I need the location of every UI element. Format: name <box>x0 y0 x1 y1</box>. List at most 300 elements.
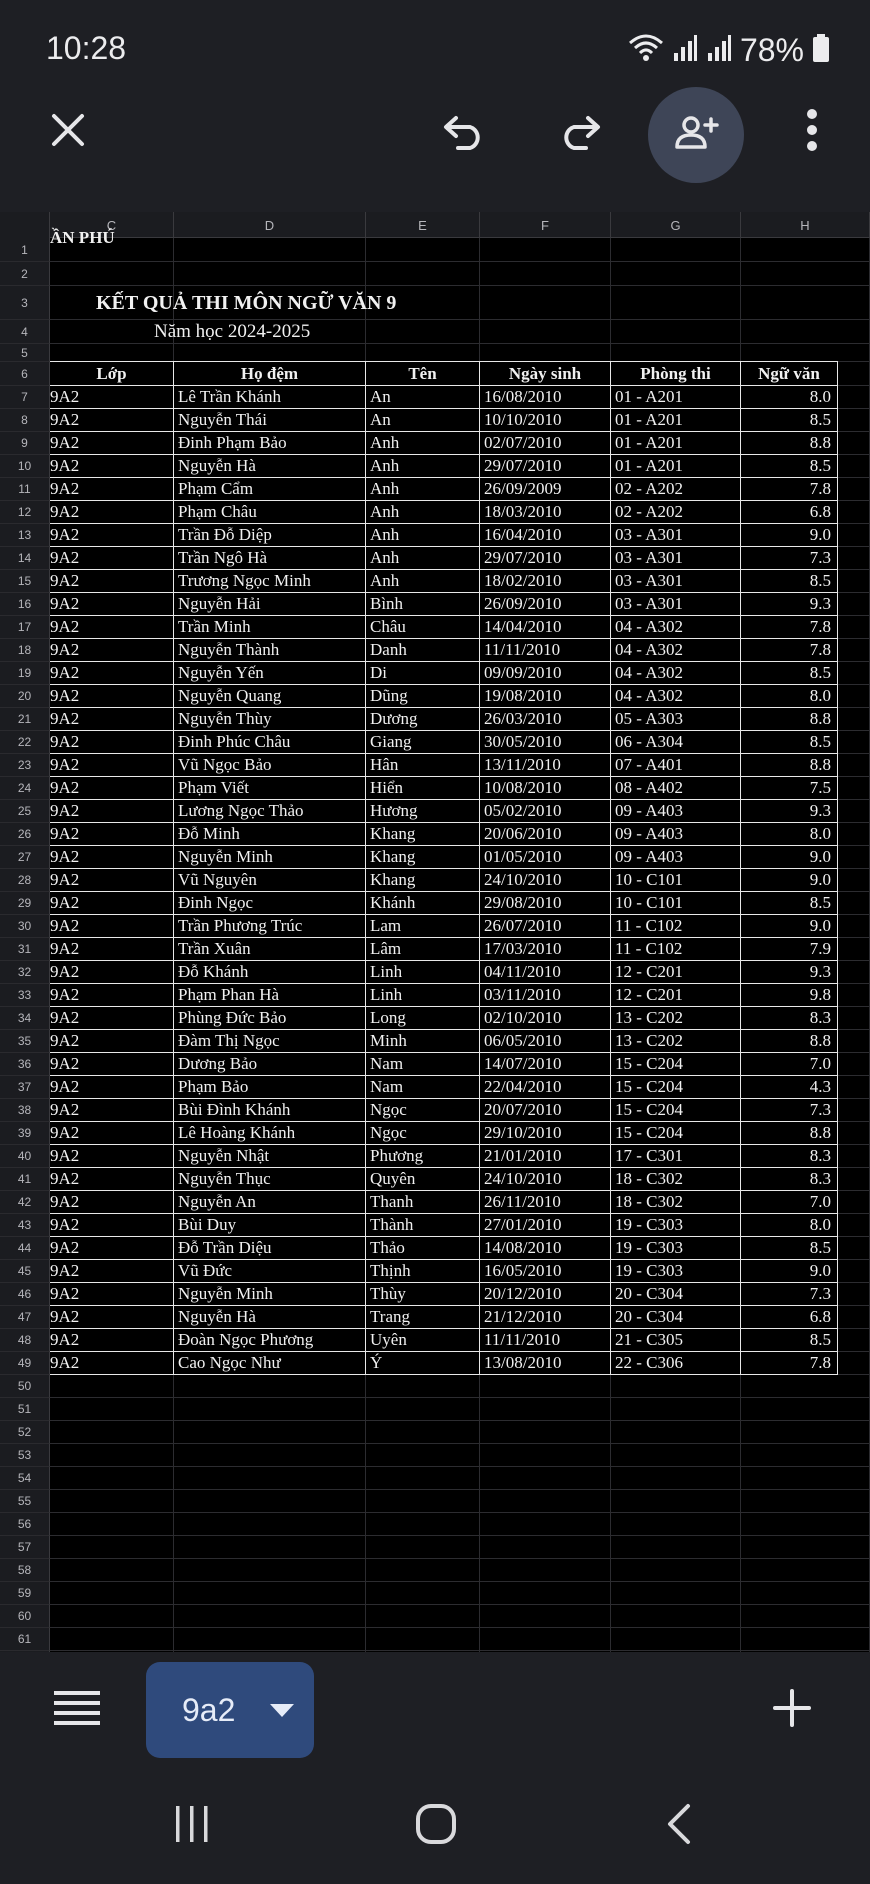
row-number[interactable]: 13 <box>0 524 50 547</box>
table-cell[interactable]: 7.3 <box>741 547 838 570</box>
table-cell[interactable]: 16/04/2010 <box>480 524 611 547</box>
column-header-c[interactable]: C <box>50 212 174 238</box>
row-number[interactable]: 2 <box>0 262 50 286</box>
table-cell[interactable]: 8.5 <box>741 409 838 432</box>
row-number[interactable]: 54 <box>0 1467 50 1490</box>
table-cell[interactable]: 18/03/2010 <box>480 501 611 524</box>
table-cell[interactable]: Trần Đỗ Diệp <box>174 524 366 547</box>
row-number[interactable]: 61 <box>0 1628 50 1651</box>
table-cell[interactable]: 8.8 <box>741 1122 838 1145</box>
table-cell[interactable]: 03 - A301 <box>611 593 741 616</box>
table-cell[interactable]: Ý <box>366 1352 480 1375</box>
table-cell[interactable]: Khánh <box>366 892 480 915</box>
table-cell[interactable]: 8.8 <box>741 432 838 455</box>
column-header-f[interactable]: F <box>480 212 611 238</box>
row-number[interactable]: 34 <box>0 1007 50 1030</box>
row-number[interactable]: 4 <box>0 320 50 344</box>
table-cell[interactable]: Nguyễn Thùy <box>174 708 366 731</box>
table-cell[interactable]: 7.0 <box>741 1053 838 1076</box>
table-cell[interactable]: 22 - C306 <box>611 1352 741 1375</box>
table-cell[interactable]: 9A2 <box>50 386 174 409</box>
table-cell[interactable]: Phùng Đức Bảo <box>174 1007 366 1030</box>
table-cell[interactable]: Lam <box>366 915 480 938</box>
table-cell[interactable]: Vũ Ngọc Bảo <box>174 754 366 777</box>
row-number[interactable]: 17 <box>0 616 50 639</box>
row-number[interactable]: 21 <box>0 708 50 731</box>
table-cell[interactable]: 10/08/2010 <box>480 777 611 800</box>
table-cell[interactable]: 9A2 <box>50 1283 174 1306</box>
table-cell[interactable]: Phương <box>366 1145 480 1168</box>
table-cell[interactable]: Nguyễn Thái <box>174 409 366 432</box>
row-number[interactable]: 22 <box>0 731 50 754</box>
table-cell[interactable]: 06 - A304 <box>611 731 741 754</box>
table-cell[interactable]: 7.8 <box>741 639 838 662</box>
table-cell[interactable]: 9.3 <box>741 800 838 823</box>
table-cell[interactable]: 03 - A301 <box>611 524 741 547</box>
row-number[interactable]: 26 <box>0 823 50 846</box>
table-cell[interactable]: Đinh Phạm Bảo <box>174 432 366 455</box>
row-number[interactable]: 15 <box>0 570 50 593</box>
table-cell[interactable]: 9A2 <box>50 1329 174 1352</box>
table-cell[interactable]: Đoàn Ngọc Phương <box>174 1329 366 1352</box>
row-number[interactable]: 27 <box>0 846 50 869</box>
table-cell[interactable]: 9A2 <box>50 616 174 639</box>
row-number[interactable]: 50 <box>0 1375 50 1398</box>
table-cell[interactable]: Cao Ngọc Như <box>174 1352 366 1375</box>
table-cell[interactable]: Ngọc <box>366 1099 480 1122</box>
table-cell[interactable]: An <box>366 409 480 432</box>
table-cell[interactable]: Anh <box>366 547 480 570</box>
table-cell[interactable]: 9.3 <box>741 961 838 984</box>
table-cell[interactable]: 05/02/2010 <box>480 800 611 823</box>
table-cell[interactable]: An <box>366 386 480 409</box>
table-cell[interactable]: 8.8 <box>741 1030 838 1053</box>
table-cell[interactable]: Vũ Nguyên <box>174 869 366 892</box>
table-cell[interactable]: 26/03/2010 <box>480 708 611 731</box>
table-cell[interactable]: 8.5 <box>741 570 838 593</box>
table-cell[interactable]: 9A2 <box>50 1237 174 1260</box>
table-cell[interactable]: 01 - A201 <box>611 455 741 478</box>
table-cell[interactable]: Nguyễn Minh <box>174 846 366 869</box>
table-cell[interactable]: 9A2 <box>50 823 174 846</box>
table-cell[interactable]: Linh <box>366 961 480 984</box>
report-subtitle[interactable]: Năm học 2024-2025 <box>154 321 311 342</box>
undo-button[interactable] <box>424 92 504 172</box>
table-cell[interactable]: 9A2 <box>50 708 174 731</box>
table-cell[interactable]: 10 - C101 <box>611 892 741 915</box>
table-cell[interactable]: 20/06/2010 <box>480 823 611 846</box>
row-number[interactable]: 8 <box>0 409 50 432</box>
table-cell[interactable]: Anh <box>366 570 480 593</box>
row-number[interactable]: 18 <box>0 639 50 662</box>
table-cell[interactable]: 8.3 <box>741 1007 838 1030</box>
table-cell[interactable]: 19 - C303 <box>611 1237 741 1260</box>
table-cell[interactable]: 8.8 <box>741 708 838 731</box>
table-cell[interactable]: 26/09/2010 <box>480 593 611 616</box>
table-cell[interactable]: Đinh Ngọc <box>174 892 366 915</box>
table-cell[interactable]: 9A2 <box>50 662 174 685</box>
more-options-button[interactable] <box>772 92 852 172</box>
table-cell[interactable]: 8.0 <box>741 386 838 409</box>
table-cell[interactable]: 04/11/2010 <box>480 961 611 984</box>
table-cell[interactable]: 17/03/2010 <box>480 938 611 961</box>
table-cell[interactable]: 9A2 <box>50 593 174 616</box>
table-cell[interactable]: 9.0 <box>741 846 838 869</box>
table-cell[interactable]: 4.3 <box>741 1076 838 1099</box>
table-cell[interactable]: Nguyễn Hà <box>174 1306 366 1329</box>
table-cell[interactable]: 9A2 <box>50 1053 174 1076</box>
table-cell[interactable]: 9A2 <box>50 1191 174 1214</box>
table-cell[interactable]: 13/08/2010 <box>480 1352 611 1375</box>
table-cell[interactable]: 9A2 <box>50 639 174 662</box>
table-cell[interactable]: Anh <box>366 478 480 501</box>
table-cell[interactable]: 15 - C204 <box>611 1099 741 1122</box>
row-number[interactable]: 28 <box>0 869 50 892</box>
home-button[interactable] <box>414 1802 458 1851</box>
row-number[interactable]: 60 <box>0 1605 50 1628</box>
table-cell[interactable]: 7.0 <box>741 1191 838 1214</box>
table-cell[interactable]: 8.0 <box>741 1214 838 1237</box>
row-number[interactable]: 16 <box>0 593 50 616</box>
table-cell[interactable]: Nguyễn Nhật <box>174 1145 366 1168</box>
row-number[interactable]: 25 <box>0 800 50 823</box>
table-cell[interactable]: 01 - A201 <box>611 386 741 409</box>
row-number[interactable]: 31 <box>0 938 50 961</box>
table-cell[interactable]: 9A2 <box>50 501 174 524</box>
table-cell[interactable]: 9A2 <box>50 1076 174 1099</box>
table-cell[interactable]: 03 - A301 <box>611 570 741 593</box>
row-number[interactable]: 59 <box>0 1582 50 1605</box>
table-cell[interactable]: 26/11/2010 <box>480 1191 611 1214</box>
table-cell[interactable]: 9A2 <box>50 1214 174 1237</box>
sheets-list-button[interactable] <box>46 1682 108 1738</box>
table-cell[interactable]: Châu <box>366 616 480 639</box>
row-number[interactable]: 24 <box>0 777 50 800</box>
row-number[interactable]: 29 <box>0 892 50 915</box>
table-cell[interactable]: Lương Ngọc Thảo <box>174 800 366 823</box>
table-cell[interactable]: 13 - C202 <box>611 1030 741 1053</box>
table-cell[interactable]: 14/08/2010 <box>480 1237 611 1260</box>
table-cell[interactable]: 20 - C304 <box>611 1306 741 1329</box>
table-cell[interactable]: Thảo <box>366 1237 480 1260</box>
table-cell[interactable]: 9.0 <box>741 869 838 892</box>
table-cell[interactable]: 27/01/2010 <box>480 1214 611 1237</box>
table-cell[interactable]: Quyên <box>366 1168 480 1191</box>
table-cell[interactable]: 04 - A302 <box>611 616 741 639</box>
row-number[interactable]: 44 <box>0 1237 50 1260</box>
table-cell[interactable]: Phạm Viết <box>174 777 366 800</box>
table-cell[interactable]: 01 - A201 <box>611 409 741 432</box>
table-cell[interactable]: 9A2 <box>50 961 174 984</box>
table-cell[interactable]: Đỗ Khánh <box>174 961 366 984</box>
table-cell[interactable]: Khang <box>366 869 480 892</box>
table-cell[interactable]: 17 - C301 <box>611 1145 741 1168</box>
table-cell[interactable]: 09/09/2010 <box>480 662 611 685</box>
column-header-e[interactable]: E <box>366 212 480 238</box>
table-cell[interactable]: 12 - C201 <box>611 961 741 984</box>
table-cell[interactable]: 9A2 <box>50 1306 174 1329</box>
column-header-d[interactable]: D <box>174 212 366 238</box>
table-cell[interactable]: Anh <box>366 524 480 547</box>
table-cell[interactable]: Di <box>366 662 480 685</box>
table-cell[interactable]: Trang <box>366 1306 480 1329</box>
table-cell[interactable]: 21 - C305 <box>611 1329 741 1352</box>
table-cell[interactable]: 30/05/2010 <box>480 731 611 754</box>
table-cell[interactable]: Hân <box>366 754 480 777</box>
table-cell[interactable]: Dương Bảo <box>174 1053 366 1076</box>
row-number[interactable]: 49 <box>0 1352 50 1375</box>
table-cell[interactable]: Trương Ngọc Minh <box>174 570 366 593</box>
table-cell[interactable]: 10/10/2010 <box>480 409 611 432</box>
table-cell[interactable]: 26/09/2009 <box>480 478 611 501</box>
table-header-cell[interactable]: Họ đệm <box>174 362 366 386</box>
table-cell[interactable]: 03/11/2010 <box>480 984 611 1007</box>
table-cell[interactable]: Giang <box>366 731 480 754</box>
sheet-tab-active[interactable] <box>146 1662 314 1758</box>
row-number[interactable]: 32 <box>0 961 50 984</box>
table-cell[interactable]: 19/08/2010 <box>480 685 611 708</box>
row-number[interactable]: 7 <box>0 386 50 409</box>
table-cell[interactable]: 15 - C204 <box>611 1053 741 1076</box>
row-number[interactable]: 55 <box>0 1490 50 1513</box>
table-cell[interactable]: 9A2 <box>50 915 174 938</box>
table-cell[interactable]: 15 - C204 <box>611 1076 741 1099</box>
table-cell[interactable]: Bình <box>366 593 480 616</box>
table-cell[interactable]: Nam <box>366 1076 480 1099</box>
table-cell[interactable]: 20/07/2010 <box>480 1099 611 1122</box>
table-cell[interactable]: Hiển <box>366 777 480 800</box>
row-number[interactable]: 5 <box>0 344 50 362</box>
table-cell[interactable]: 05 - A303 <box>611 708 741 731</box>
row-number[interactable]: 58 <box>0 1559 50 1582</box>
table-cell[interactable]: 9A2 <box>50 478 174 501</box>
table-cell[interactable]: 9A2 <box>50 547 174 570</box>
table-cell[interactable]: 9A2 <box>50 524 174 547</box>
table-cell[interactable]: 02 - A202 <box>611 478 741 501</box>
row-number[interactable]: 30 <box>0 915 50 938</box>
table-cell[interactable]: 9A2 <box>50 777 174 800</box>
row-number[interactable]: 47 <box>0 1306 50 1329</box>
table-cell[interactable]: 03 - A301 <box>611 547 741 570</box>
table-cell[interactable]: Nguyễn Thành <box>174 639 366 662</box>
row-number[interactable]: 48 <box>0 1329 50 1352</box>
table-cell[interactable]: 8.0 <box>741 685 838 708</box>
table-cell[interactable]: 9A2 <box>50 869 174 892</box>
table-cell[interactable]: 15 - C204 <box>611 1122 741 1145</box>
table-header-cell[interactable]: Ngày sinh <box>480 362 611 386</box>
table-cell[interactable]: 8.0 <box>741 823 838 846</box>
table-cell[interactable]: 29/07/2010 <box>480 455 611 478</box>
row-number[interactable]: 14 <box>0 547 50 570</box>
table-cell[interactable]: 9A2 <box>50 432 174 455</box>
table-cell[interactable]: 9A2 <box>50 1145 174 1168</box>
table-cell[interactable]: 14/04/2010 <box>480 616 611 639</box>
table-cell[interactable]: Nguyễn Hải <box>174 593 366 616</box>
table-cell[interactable]: Nguyễn Hà <box>174 455 366 478</box>
chevron-down-icon[interactable] <box>270 1704 294 1723</box>
row-number[interactable]: 11 <box>0 478 50 501</box>
table-cell[interactable]: 18 - C302 <box>611 1191 741 1214</box>
table-cell[interactable]: 01 - A201 <box>611 432 741 455</box>
table-cell[interactable]: Phạm Phan Hà <box>174 984 366 1007</box>
row-number[interactable]: 3 <box>0 286 50 320</box>
table-cell[interactable]: 9A2 <box>50 1168 174 1191</box>
table-cell[interactable]: 09 - A403 <box>611 800 741 823</box>
table-cell[interactable]: 6.8 <box>741 1306 838 1329</box>
table-cell[interactable]: 04 - A302 <box>611 639 741 662</box>
table-cell[interactable]: Nguyễn Yến <box>174 662 366 685</box>
table-cell[interactable]: Nguyễn Thục <box>174 1168 366 1191</box>
row-number[interactable]: 56 <box>0 1513 50 1536</box>
table-cell[interactable]: 02/10/2010 <box>480 1007 611 1030</box>
table-cell[interactable]: 9.0 <box>741 1260 838 1283</box>
table-cell[interactable]: 9A2 <box>50 1007 174 1030</box>
table-cell[interactable]: 13/11/2010 <box>480 754 611 777</box>
table-cell[interactable]: 26/07/2010 <box>480 915 611 938</box>
column-header-g[interactable]: G <box>611 212 741 238</box>
table-cell[interactable]: 07 - A401 <box>611 754 741 777</box>
row-number[interactable]: 38 <box>0 1099 50 1122</box>
table-cell[interactable]: 12 - C201 <box>611 984 741 1007</box>
row-number[interactable]: 20 <box>0 685 50 708</box>
row-number[interactable]: 45 <box>0 1260 50 1283</box>
table-cell[interactable]: Vũ Đức <box>174 1260 366 1283</box>
row-number[interactable]: 46 <box>0 1283 50 1306</box>
table-cell[interactable]: 7.3 <box>741 1283 838 1306</box>
row-number[interactable]: 57 <box>0 1536 50 1559</box>
table-cell[interactable]: 9A2 <box>50 409 174 432</box>
table-cell[interactable]: 16/08/2010 <box>480 386 611 409</box>
table-cell[interactable]: 21/01/2010 <box>480 1145 611 1168</box>
table-cell[interactable]: Lê Hoàng Khánh <box>174 1122 366 1145</box>
table-cell[interactable]: 7.8 <box>741 1352 838 1375</box>
table-cell[interactable]: 19 - C303 <box>611 1214 741 1237</box>
table-cell[interactable]: 8.3 <box>741 1168 838 1191</box>
table-cell[interactable]: 10 - C101 <box>611 869 741 892</box>
school-name-cell[interactable]: ẦN PHÚ <box>50 228 115 247</box>
table-cell[interactable]: Nguyễn Quang <box>174 685 366 708</box>
table-cell[interactable]: 7.3 <box>741 1099 838 1122</box>
add-sheet-button[interactable] <box>768 1680 816 1740</box>
table-cell[interactable]: Thùy <box>366 1283 480 1306</box>
table-cell[interactable]: 9A2 <box>50 685 174 708</box>
table-cell[interactable]: 9.0 <box>741 915 838 938</box>
table-cell[interactable]: Ngọc <box>366 1122 480 1145</box>
table-cell[interactable]: 9.0 <box>741 524 838 547</box>
row-number[interactable]: 1 <box>0 238 50 262</box>
row-number[interactable]: 51 <box>0 1398 50 1421</box>
table-cell[interactable]: 9A2 <box>50 800 174 823</box>
table-cell[interactable]: Đỗ Trần Diệu <box>174 1237 366 1260</box>
select-all-corner[interactable] <box>0 212 50 238</box>
table-cell[interactable]: 16/05/2010 <box>480 1260 611 1283</box>
row-number[interactable]: 53 <box>0 1444 50 1467</box>
table-cell[interactable]: 9A2 <box>50 731 174 754</box>
table-cell[interactable]: Dương <box>366 708 480 731</box>
table-cell[interactable]: 8.5 <box>741 892 838 915</box>
table-header-cell[interactable]: Lớp <box>50 362 174 386</box>
table-cell[interactable]: 04 - A302 <box>611 685 741 708</box>
table-cell[interactable]: 9A2 <box>50 1352 174 1375</box>
table-cell[interactable]: Đỗ Minh <box>174 823 366 846</box>
table-cell[interactable]: 9A2 <box>50 984 174 1007</box>
table-cell[interactable]: Phạm Cẩm <box>174 478 366 501</box>
table-cell[interactable]: Khang <box>366 846 480 869</box>
table-cell[interactable]: Nguyễn An <box>174 1191 366 1214</box>
table-cell[interactable]: Linh <box>366 984 480 1007</box>
table-cell[interactable]: Minh <box>366 1030 480 1053</box>
table-cell[interactable]: 29/08/2010 <box>480 892 611 915</box>
table-cell[interactable]: Anh <box>366 455 480 478</box>
row-number[interactable]: 33 <box>0 984 50 1007</box>
table-cell[interactable]: Long <box>366 1007 480 1030</box>
table-cell[interactable]: 8.8 <box>741 754 838 777</box>
table-header-cell[interactable]: Ngữ văn <box>741 362 838 386</box>
table-cell[interactable]: 11/11/2010 <box>480 639 611 662</box>
recents-button[interactable] <box>170 1804 214 1849</box>
table-cell[interactable]: Uyên <box>366 1329 480 1352</box>
table-cell[interactable]: 9A2 <box>50 892 174 915</box>
table-cell[interactable]: 9.8 <box>741 984 838 1007</box>
table-cell[interactable]: Bùi Đình Khánh <box>174 1099 366 1122</box>
table-cell[interactable]: 13 - C202 <box>611 1007 741 1030</box>
table-cell[interactable]: 20/12/2010 <box>480 1283 611 1306</box>
table-cell[interactable]: 6.8 <box>741 501 838 524</box>
table-cell[interactable]: 09 - A403 <box>611 823 741 846</box>
table-cell[interactable]: 18/02/2010 <box>480 570 611 593</box>
table-cell[interactable]: Khang <box>366 823 480 846</box>
table-cell[interactable]: 7.8 <box>741 616 838 639</box>
table-cell[interactable]: Lâm <box>366 938 480 961</box>
table-header-cell[interactable]: Phòng thi <box>611 362 741 386</box>
table-cell[interactable]: Trần Ngô Hà <box>174 547 366 570</box>
table-cell[interactable]: 02 - A202 <box>611 501 741 524</box>
table-cell[interactable]: 29/07/2010 <box>480 547 611 570</box>
table-cell[interactable]: 7.9 <box>741 938 838 961</box>
row-number[interactable]: 6 <box>0 362 50 386</box>
table-cell[interactable]: 02/07/2010 <box>480 432 611 455</box>
table-cell[interactable]: 06/05/2010 <box>480 1030 611 1053</box>
table-cell[interactable]: Anh <box>366 501 480 524</box>
table-cell[interactable]: Thịnh <box>366 1260 480 1283</box>
table-cell[interactable]: Thanh <box>366 1191 480 1214</box>
table-cell[interactable]: 20 - C304 <box>611 1283 741 1306</box>
table-cell[interactable]: 9A2 <box>50 938 174 961</box>
table-cell[interactable]: 04 - A302 <box>611 662 741 685</box>
table-cell[interactable]: Phạm Châu <box>174 501 366 524</box>
table-cell[interactable]: 9A2 <box>50 1260 174 1283</box>
table-cell[interactable]: 7.5 <box>741 777 838 800</box>
column-header-h[interactable]: H <box>741 212 870 238</box>
table-cell[interactable]: 08 - A402 <box>611 777 741 800</box>
table-cell[interactable]: 8.5 <box>741 1237 838 1260</box>
table-cell[interactable]: 9A2 <box>50 455 174 478</box>
table-cell[interactable]: Trần Xuân <box>174 938 366 961</box>
table-cell[interactable]: Trần Phương Trúc <box>174 915 366 938</box>
table-cell[interactable]: 9.3 <box>741 593 838 616</box>
table-cell[interactable]: 19 - C303 <box>611 1260 741 1283</box>
table-cell[interactable]: 8.3 <box>741 1145 838 1168</box>
table-cell[interactable]: 9A2 <box>50 1099 174 1122</box>
table-cell[interactable]: Hương <box>366 800 480 823</box>
row-number[interactable]: 41 <box>0 1168 50 1191</box>
table-cell[interactable]: 9A2 <box>50 570 174 593</box>
table-cell[interactable]: Lê Trần Khánh <box>174 386 366 409</box>
row-number[interactable]: 19 <box>0 662 50 685</box>
back-button[interactable] <box>664 1804 694 1849</box>
table-cell[interactable]: 24/10/2010 <box>480 1168 611 1191</box>
table-cell[interactable]: 29/10/2010 <box>480 1122 611 1145</box>
